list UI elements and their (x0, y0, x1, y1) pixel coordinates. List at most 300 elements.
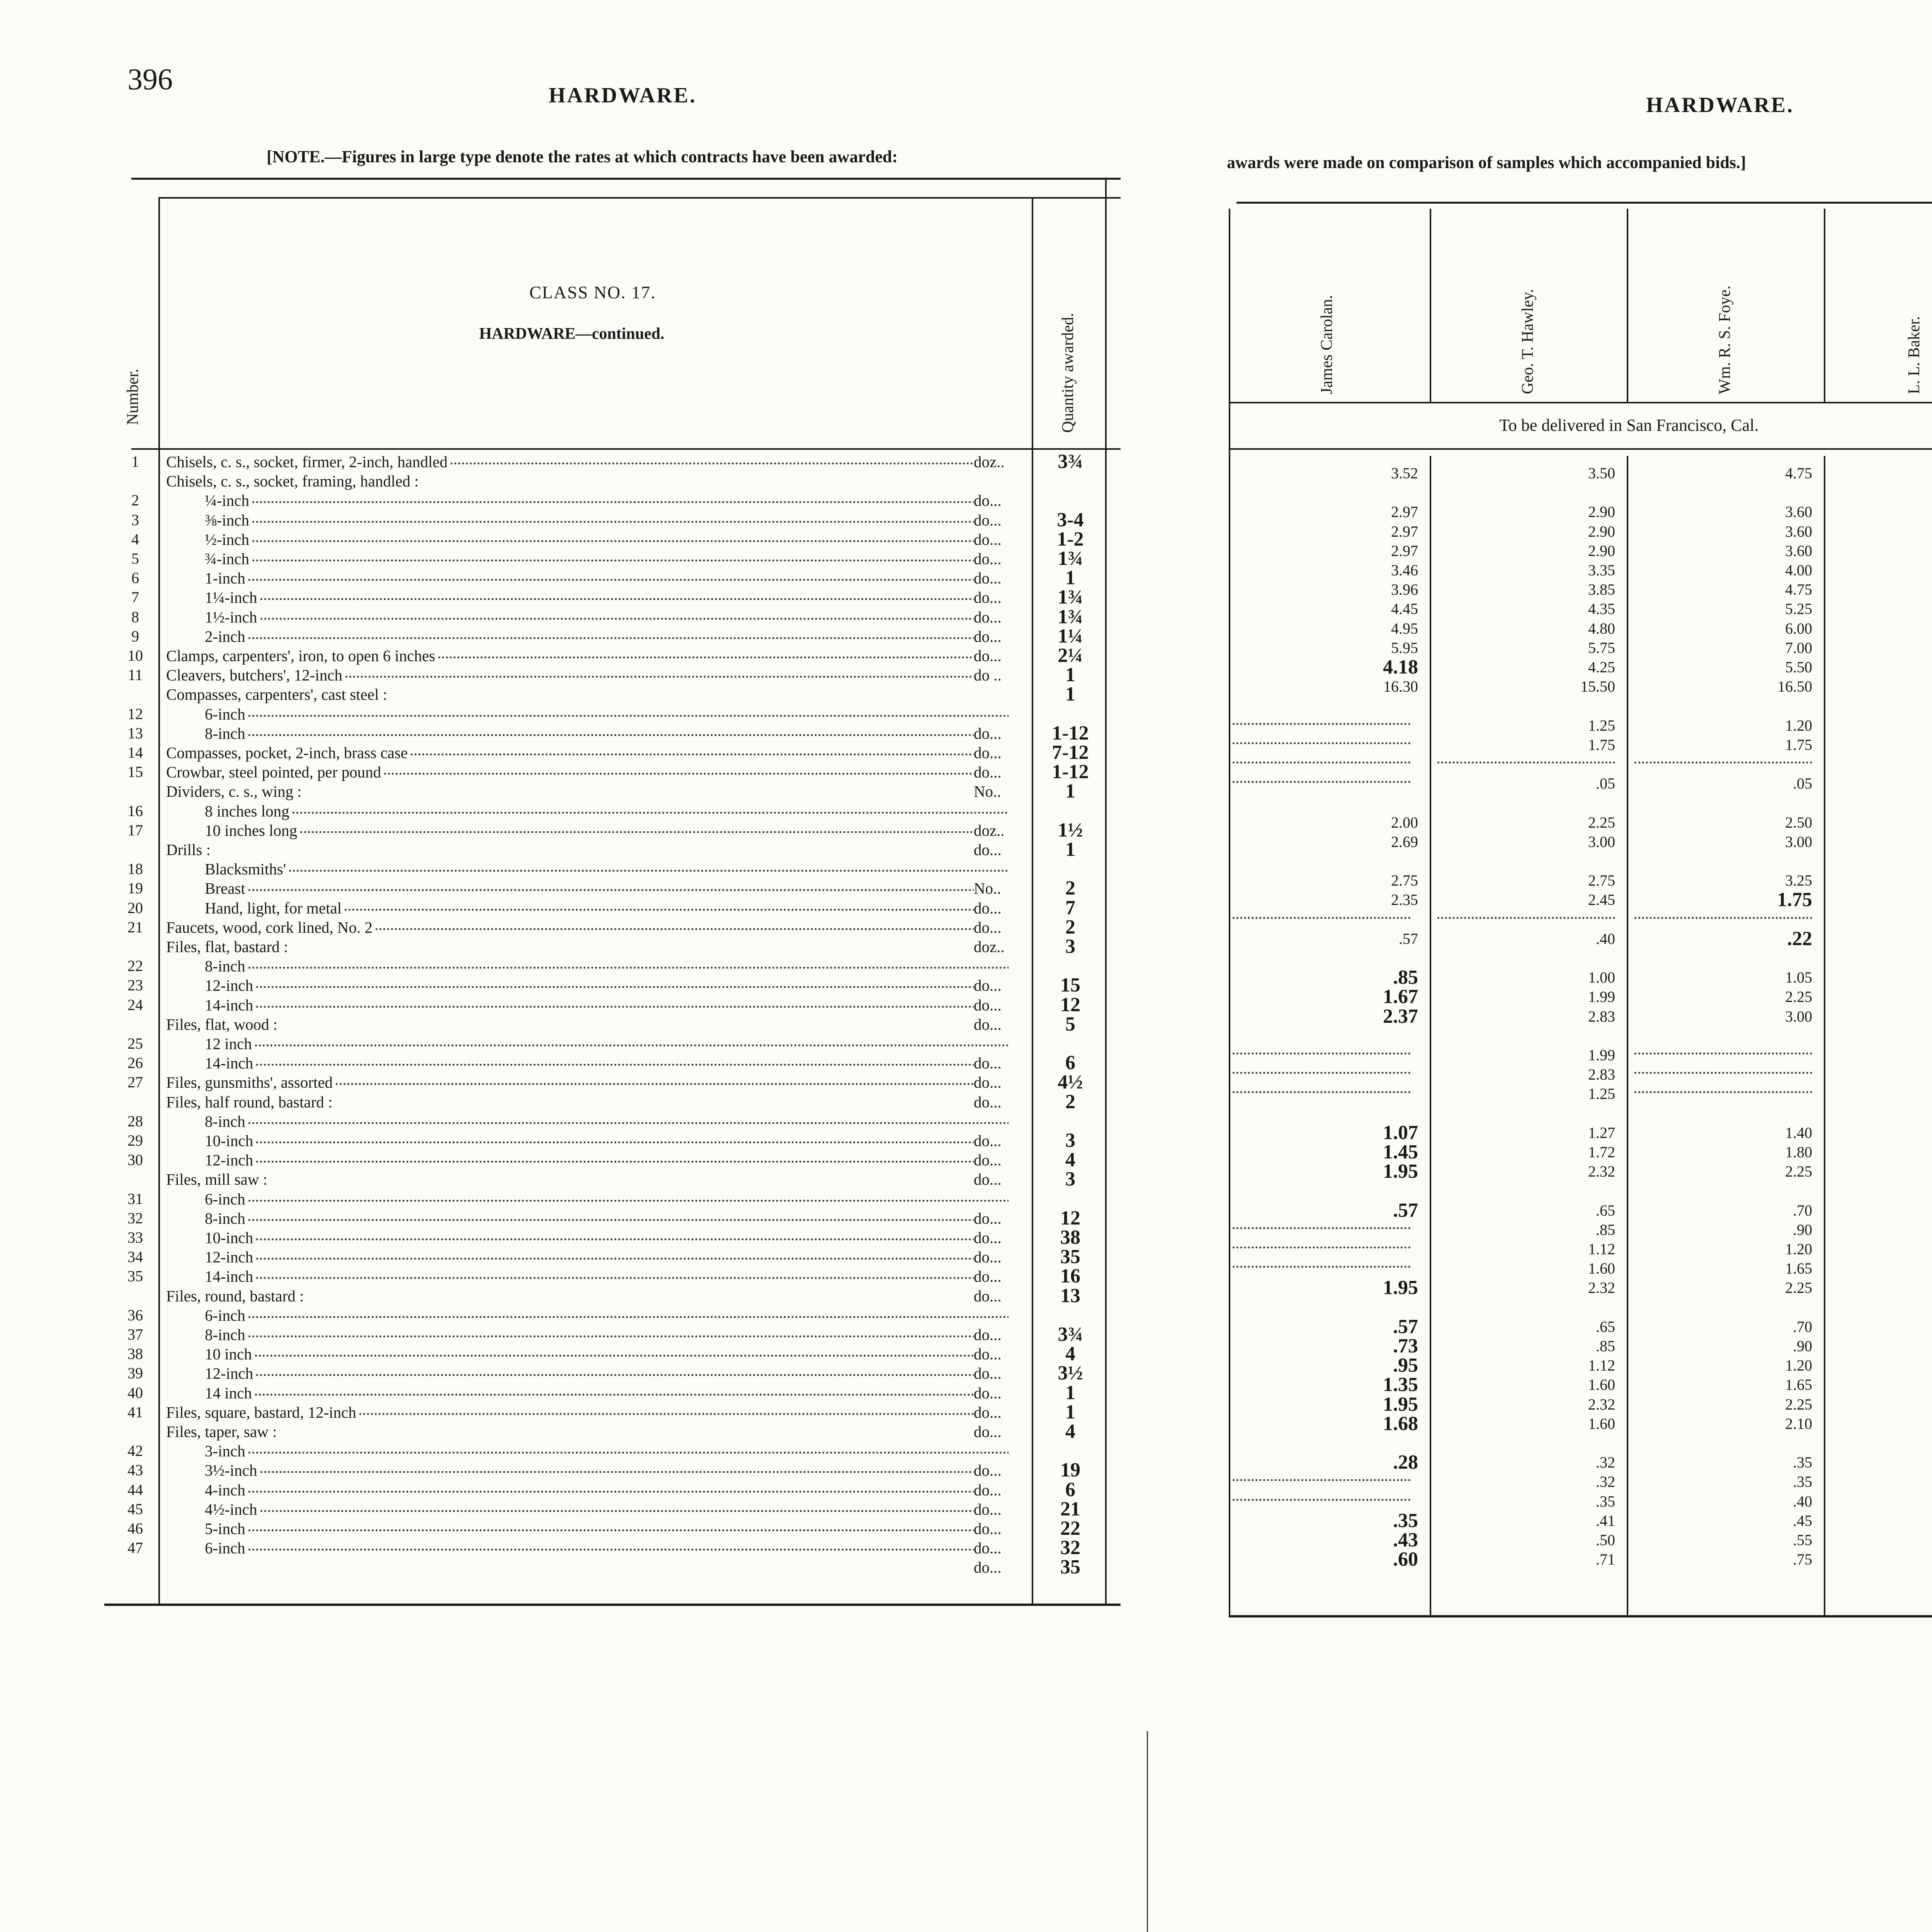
row-number: 34 (128, 1248, 143, 1266)
bid-price: .05 (1793, 775, 1812, 793)
bid-price: 3.60 (1785, 503, 1812, 521)
item-description (205, 956, 1009, 976)
bid-price: 2.90 (1588, 522, 1615, 540)
awarded-bid-price (1878, 910, 1932, 929)
bid-price: 1.20 (1785, 1357, 1812, 1374)
item-description (205, 1034, 1009, 1053)
bid-price: 2.45 (1588, 891, 1615, 909)
item-description-text: Files, round, bastard : (166, 1287, 304, 1305)
row-number: 29 (128, 1132, 143, 1149)
quantity-awarded: 1-12 (1052, 722, 1089, 744)
item-description (205, 568, 1009, 588)
leader-dots (248, 1200, 1009, 1202)
right-running-head: HARDWARE. (1646, 93, 1794, 117)
bid-price: 7.00 (1785, 639, 1812, 656)
item-unit: do... (974, 1558, 1028, 1577)
item-description-text: 3½-inch (205, 1461, 257, 1480)
item-unit: do... (974, 976, 1028, 995)
row-number: 22 (128, 957, 143, 975)
awarded-bid-price (1878, 755, 1932, 774)
item-description (205, 724, 1009, 743)
bid-price: .50 (1596, 1531, 1615, 1549)
item-unit: do... (974, 743, 1028, 762)
item-unit: do... (974, 1403, 1028, 1422)
bid-price: .70 (1793, 1201, 1812, 1219)
awarded-bid-price: .57 (1393, 1315, 1418, 1338)
awarded-bid-price (1878, 832, 1932, 852)
item-description (166, 762, 1009, 782)
item-unit: do .. (974, 665, 1028, 685)
item-description (205, 627, 1009, 646)
bid-price (1878, 658, 1932, 677)
item-description (205, 549, 1009, 568)
item-description (205, 859, 1009, 879)
row-number: 41 (128, 1403, 143, 1421)
item-group-heading (166, 937, 997, 956)
item-description-text: 12 inch (205, 1035, 252, 1053)
item-unit: do... (974, 530, 1028, 549)
item-description-text: 8 inches long (205, 802, 289, 820)
leader-dots (248, 1122, 1009, 1124)
item-description-text: 14-inch (205, 996, 253, 1014)
bid-price (1878, 1162, 1932, 1181)
item-unit: No.. (974, 879, 1028, 898)
leader-dots (248, 1335, 1009, 1337)
left-running-head: HARDWARE. (549, 83, 697, 107)
delivery-note: To be delivered in San Francisco, Cal. (1499, 416, 1759, 435)
bid-price (1878, 1550, 1932, 1569)
leader-dots (300, 831, 1009, 833)
bid-price (1878, 987, 1932, 1007)
item-description (205, 1112, 1009, 1131)
quantity-awarded: 32 (1060, 1537, 1080, 1559)
bid-price: 1.60 (1588, 1415, 1615, 1432)
item-unit: do... (974, 995, 1028, 1015)
item-description-text: Chisels, c. s., socket, framing, handled : (166, 472, 419, 490)
quantity-awarded: 4½ (1058, 1071, 1083, 1094)
bid-price (1878, 1453, 1932, 1472)
bid-price: .40 (1793, 1492, 1812, 1510)
left-page-number: 396 (128, 62, 173, 96)
bid-price (1878, 1278, 1932, 1298)
bid-price: 1.75 (1785, 736, 1812, 753)
item-description-text: 1½-inch (205, 608, 257, 626)
leader-dots (248, 967, 1009, 969)
item-description-text: ⅜-inch (205, 511, 249, 529)
row-number: 36 (128, 1306, 143, 1324)
bid-price: 3.60 (1785, 522, 1812, 540)
row-number: 30 (128, 1151, 143, 1169)
bid-price: 3.50 (1588, 464, 1615, 482)
item-description-text: 10 inch (205, 1345, 252, 1363)
right-table (1221, 193, 1932, 1615)
bid-price: 3.52 (1391, 464, 1418, 482)
awarded-bid-price: .28 (1393, 1451, 1418, 1474)
awarded-bid-price (1878, 774, 1932, 793)
item-description (166, 646, 1009, 665)
item-unit: do... (974, 1092, 1028, 1112)
item-description-text: 12-inch (205, 976, 253, 995)
item-unit: do... (974, 1228, 1028, 1247)
left-note: [NOTE.—Figures in large type denote the rates at which contracts have been awarded: (267, 147, 898, 166)
awarded-bid-price: .57 (1393, 1199, 1418, 1221)
bid-price (1878, 1511, 1932, 1531)
awarded-bid-price: 2.37 (1383, 1005, 1418, 1027)
bid-price: 4.45 (1391, 600, 1418, 618)
item-unit: do... (974, 588, 1028, 607)
row-number: 17 (128, 821, 143, 839)
row-number: 45 (128, 1500, 143, 1518)
item-description-text: Dividers, c. s., wing : (166, 782, 302, 801)
awarded-bid-price: 1.75 (1777, 889, 1812, 911)
awarded-bid-price: .43 (1393, 1529, 1418, 1551)
leader-dots (376, 928, 1009, 930)
item-description (205, 1461, 1009, 1480)
leader-dots (359, 1413, 1009, 1415)
row-number: 1 (131, 453, 139, 470)
bid-price: 5.75 (1588, 639, 1615, 656)
quantity-awarded: 2 (1065, 877, 1075, 900)
right-rows (1221, 464, 1932, 1615)
quantity-awarded: 22 (1060, 1517, 1080, 1539)
quantity-awarded: 1 (1065, 664, 1075, 686)
item-description-text: 8-inch (205, 1112, 245, 1130)
awarded-bid-price (1878, 1492, 1932, 1511)
awarded-bid-price (1878, 619, 1932, 638)
leader-dots (252, 521, 1009, 523)
item-description-text: Blacksmiths' (205, 860, 286, 878)
bid-price: .90 (1793, 1221, 1812, 1238)
bid-price: 1.20 (1785, 716, 1812, 734)
bid-price: 1.65 (1785, 1260, 1812, 1277)
item-description-text: 12-inch (205, 1364, 253, 1383)
row-number: 43 (128, 1461, 143, 1479)
bid-price: 16.30 (1383, 678, 1418, 696)
item-description (205, 1325, 1009, 1344)
bid-price: 1.12 (1588, 1240, 1615, 1258)
item-description-text: 10-inch (205, 1132, 253, 1150)
bid-price: 1.60 (1588, 1376, 1615, 1394)
bid-price: 2.83 (1588, 1066, 1615, 1083)
leader-dots (256, 1258, 1009, 1260)
no-bid-dashes (1233, 781, 1410, 783)
item-description-text: 8-inch (205, 957, 245, 975)
no-bid-dashes (1634, 917, 1812, 919)
bid-price: 4.00 (1785, 561, 1812, 579)
bid-price: 3.96 (1391, 581, 1418, 599)
bid-price: 1.40 (1785, 1124, 1812, 1141)
item-group-heading (166, 1422, 997, 1441)
awarded-bid-price (1878, 1084, 1932, 1104)
no-bid-dashes (1437, 917, 1615, 919)
item-description (205, 1344, 1009, 1364)
awarded-bid-price: 1.68 (1383, 1412, 1418, 1435)
row-number: 27 (128, 1073, 143, 1091)
item-unit: do... (974, 549, 1028, 568)
item-description (205, 704, 1009, 724)
leader-dots (289, 870, 1009, 872)
leader-dots (384, 773, 1009, 775)
row-number: 6 (131, 569, 139, 587)
left-rows (104, 452, 1121, 1604)
bid-price: 1.99 (1588, 988, 1615, 1006)
no-bid-dashes (1634, 1091, 1812, 1093)
quantity-awarded: 6 (1065, 1052, 1075, 1074)
item-description (205, 1228, 1009, 1247)
bid-price: .85 (1596, 1221, 1615, 1238)
leader-dots (256, 1374, 1009, 1376)
bid-price: .32 (1596, 1454, 1615, 1471)
quantity-awarded: 13 (1060, 1284, 1080, 1307)
bid-price (1878, 1375, 1932, 1395)
item-description (205, 1209, 1009, 1228)
bid-price: .45 (1793, 1512, 1812, 1529)
bid-price: 1.72 (1588, 1143, 1615, 1161)
awarded-bid-price (1878, 677, 1932, 696)
leader-dots (248, 889, 1009, 891)
quantity-awarded: 3-4 (1057, 509, 1084, 531)
item-description (205, 879, 1009, 898)
item-description-text: Files, taper, saw : (166, 1423, 277, 1440)
row-number: 12 (128, 705, 143, 723)
item-description (205, 1364, 1009, 1383)
quantity-awarded: 1 (1065, 1381, 1075, 1404)
item-unit: do... (974, 1364, 1028, 1383)
bid-price (1878, 1356, 1932, 1375)
item-unit: do... (974, 1015, 1028, 1034)
bid-price: 4.35 (1588, 600, 1615, 618)
row-number: 25 (128, 1035, 143, 1052)
item-description (205, 1131, 1009, 1150)
quantity-awarded: 35 (1060, 1556, 1080, 1578)
bid-price (1878, 1395, 1932, 1414)
quantity-awarded: 1¾ (1058, 548, 1083, 570)
left-number-header: Number. (124, 369, 142, 425)
bid-price: 2.97 (1391, 503, 1418, 521)
bid-price: .35 (1596, 1492, 1615, 1510)
bid-price: .85 (1596, 1337, 1615, 1355)
bid-price (1878, 1414, 1932, 1434)
leader-dots (248, 579, 1009, 581)
quantity-awarded: 3 (1065, 1168, 1075, 1190)
bid-price (1878, 929, 1932, 949)
awarded-bid-price: .22 (1787, 927, 1812, 950)
row-number: 16 (128, 802, 143, 820)
bid-price: .57 (1399, 930, 1418, 947)
row-number: 9 (131, 627, 139, 645)
leader-dots (252, 540, 1009, 542)
item-description-text: 6-inch (205, 1306, 245, 1324)
item-description-text: Files, half round, bastard : (166, 1093, 333, 1111)
row-number: 14 (128, 744, 143, 761)
no-bid-dashes (1233, 917, 1410, 919)
row-number: 39 (128, 1364, 143, 1382)
item-unit: do... (974, 568, 1028, 588)
item-description (205, 801, 1009, 821)
leader-dots (345, 676, 1009, 678)
no-bid-dashes (1233, 742, 1410, 744)
no-bid-dashes (1437, 762, 1615, 764)
item-description-text: Clamps, carpenters', iron, to open 6 inches (166, 647, 435, 665)
bid-price: 2.97 (1391, 522, 1418, 540)
item-description (205, 995, 1009, 1015)
quantity-awarded: 3¾ (1058, 451, 1083, 473)
item-description-text: 8-inch (205, 724, 245, 742)
quantity-awarded: 1¾ (1058, 586, 1083, 609)
bidder-l-l-baker: L. L. Baker. (1905, 316, 1923, 394)
leader-dots (438, 656, 1009, 658)
bid-price: 1.05 (1785, 969, 1812, 986)
bid-price (1878, 1337, 1932, 1356)
bidder-geo-t-hawley: Geo. T. Hawley. (1519, 289, 1537, 394)
bid-price: 2.25 (1785, 1395, 1812, 1413)
quantity-awarded: 2 (1065, 916, 1075, 938)
bid-price: 4.80 (1588, 619, 1615, 637)
item-description-text: 4-inch (205, 1481, 245, 1499)
item-description-text: Crowbar, steel pointed, per pound (166, 763, 381, 781)
item-description-text: 1-inch (205, 569, 245, 587)
item-description-text: 14 inch (205, 1384, 252, 1402)
bid-price: 3.00 (1588, 833, 1615, 850)
leader-dots (255, 1355, 1009, 1357)
row-number: 31 (128, 1190, 143, 1208)
bid-price: 1.12 (1588, 1357, 1615, 1374)
row-number: 26 (128, 1054, 143, 1072)
item-description (205, 1150, 1009, 1170)
bid-price: 1.99 (1588, 1046, 1615, 1064)
leader-dots (293, 812, 1009, 814)
leader-dots (255, 1044, 1009, 1046)
item-description-text: 2-inch (205, 627, 245, 645)
awarded-bid-price (1878, 464, 1932, 483)
bid-price: 4.75 (1785, 464, 1812, 482)
row-number: 7 (131, 588, 139, 606)
row-number: 13 (128, 724, 143, 742)
awarded-bid-price: 1.95 (1383, 1393, 1418, 1415)
bidder-james-carolan: James Carolan. (1318, 295, 1336, 394)
bid-price: 2.25 (1785, 988, 1812, 1006)
item-description-text: Hand, light, for metal (205, 899, 342, 917)
quantity-awarded: 1 (1065, 1401, 1075, 1423)
item-description (205, 588, 1009, 607)
row-number: 47 (128, 1539, 143, 1557)
quantity-awarded: 3 (1065, 935, 1075, 957)
item-description (205, 530, 1009, 549)
bid-price: 16.50 (1777, 678, 1812, 696)
bid-price: 2.97 (1391, 542, 1418, 560)
item-unit: doz.. (974, 937, 1028, 956)
row-number: 19 (128, 879, 143, 897)
no-bid-dashes (1233, 1479, 1410, 1481)
awarded-bid-price (1878, 561, 1932, 580)
bid-price: 3.46 (1391, 561, 1418, 579)
no-bid-dashes (1233, 1266, 1410, 1268)
item-unit: do... (974, 1131, 1028, 1150)
item-description-text: Cleavers, butchers', 12-inch (166, 666, 342, 684)
row-number: 24 (128, 996, 143, 1014)
bid-price: 2.32 (1588, 1395, 1615, 1413)
no-bid-dashes (1233, 1499, 1410, 1501)
awarded-bid-price: .35 (1393, 1509, 1418, 1532)
item-unit: do... (974, 898, 1028, 918)
leader-dots (256, 1161, 1009, 1163)
item-unit: do... (974, 607, 1028, 627)
no-bid-dashes (1233, 762, 1410, 764)
no-bid-dashes (1233, 1072, 1410, 1074)
quantity-awarded: 1 (1065, 838, 1075, 861)
item-group-heading (166, 1170, 997, 1189)
bid-price: 1.27 (1588, 1124, 1615, 1141)
item-description (205, 1441, 1009, 1461)
bid-price: 2.75 (1588, 872, 1615, 889)
bid-price: 5.25 (1785, 600, 1812, 618)
item-description-text: ¾-inch (205, 550, 249, 568)
quantity-awarded: 4 (1065, 1420, 1075, 1442)
item-description (166, 452, 1009, 471)
bid-price: .65 (1596, 1318, 1615, 1335)
awarded-bid-price (1878, 735, 1932, 755)
item-description (205, 1053, 1009, 1073)
quantity-awarded: 7 (1065, 896, 1075, 919)
bid-price: 2.25 (1588, 813, 1615, 831)
row-number: 5 (131, 550, 139, 567)
bid-price: 1.75 (1588, 736, 1615, 753)
item-description-text: 4½-inch (205, 1500, 257, 1518)
item-description (205, 1247, 1009, 1267)
leader-dots (336, 1083, 1009, 1085)
item-unit: do... (974, 1422, 1028, 1441)
no-bid-dashes (1233, 1091, 1410, 1093)
item-unit: do... (974, 627, 1028, 646)
quantity-awarded: 6 (1065, 1478, 1075, 1501)
quantity-awarded: 1-12 (1052, 761, 1089, 783)
quantity-awarded: 2 (1065, 1090, 1075, 1113)
row-number: 33 (128, 1229, 143, 1246)
leader-dots (345, 909, 1009, 911)
awarded-bid-price: .73 (1393, 1335, 1418, 1357)
item-description-text: Files, mill saw : (166, 1170, 267, 1189)
row-number: 42 (128, 1442, 143, 1460)
awarded-bid-price (1878, 599, 1932, 619)
bid-price: .65 (1596, 1201, 1615, 1219)
item-group-heading (166, 1286, 997, 1306)
bid-price: 1.20 (1785, 1240, 1812, 1258)
item-unit: doz.. (974, 452, 1028, 471)
item-description-text: 6-inch (205, 1190, 245, 1208)
quantity-awarded: 1 (1065, 683, 1075, 706)
bid-price: 1.65 (1785, 1376, 1812, 1394)
bid-price: 3.60 (1785, 542, 1812, 560)
row-number: 2 (131, 492, 139, 509)
awarded-bid-price (1878, 541, 1932, 561)
page-fold (1147, 1731, 1148, 1932)
leader-dots (248, 715, 1009, 717)
item-description-text: 12-inch (205, 1151, 253, 1169)
quantity-awarded: 1¼ (1058, 625, 1083, 647)
item-description-text: Faucets, wood, cork lined, No. 2 (166, 918, 373, 936)
item-description-text: Files, flat, wood : (166, 1015, 278, 1033)
bid-price: .90 (1793, 1337, 1812, 1355)
bid-price: 1.25 (1588, 1085, 1615, 1103)
leader-dots (256, 1277, 1009, 1279)
item-unit: do... (974, 646, 1028, 665)
bid-price (1878, 1007, 1932, 1026)
bid-price: .70 (1793, 1318, 1812, 1335)
item-description-text: Drills : (166, 841, 211, 859)
item-description-text: 10 inches long (205, 821, 298, 839)
bid-price: 2.50 (1785, 813, 1812, 831)
bid-price: 3.25 (1785, 872, 1812, 889)
